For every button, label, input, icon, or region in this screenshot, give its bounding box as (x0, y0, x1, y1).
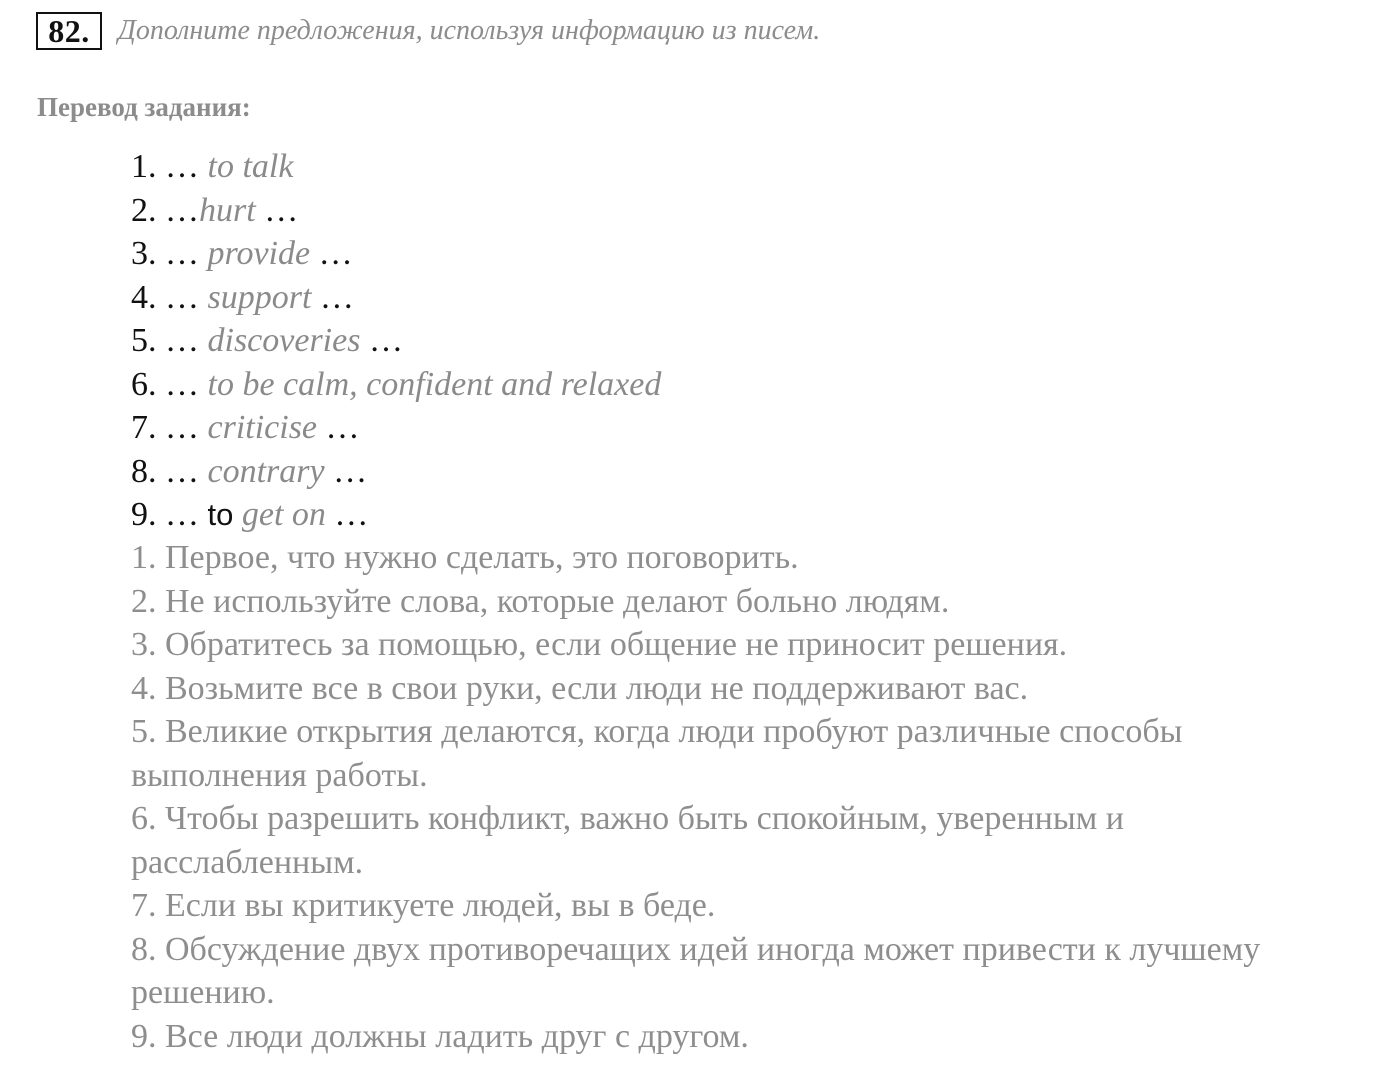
answer-number: 5. … (131, 322, 199, 359)
translation-list (131, 536, 1281, 1058)
answer-item (131, 189, 661, 233)
answer-word: discoveries (207, 322, 361, 359)
answer-suffix: … (311, 278, 354, 316)
answer-prefix: to (207, 497, 234, 532)
answer-suffix: … (325, 496, 369, 533)
translation-heading: Перевод задания: (37, 92, 251, 122)
answer-suffix: … (324, 452, 368, 490)
answer-word: provide (207, 235, 311, 272)
answer-list (131, 145, 661, 537)
answer-number: 6. … (131, 365, 199, 403)
translation-item: 3. Обратитесь за помощью, если общение не приносит решения. (131, 626, 1068, 663)
translation-item: 1. Первое, что нужно сделать, это поговорить. (131, 539, 799, 576)
answer-suffix: … (317, 409, 360, 446)
translation-item: 8. Обсуждение двух противоречащих идей иногда может привести к лучшему решению. (131, 930, 1261, 1011)
answer-word: get on (241, 496, 326, 533)
answer-number: 4. … (131, 278, 199, 316)
answer-item (131, 450, 661, 494)
answer-word: contrary (207, 452, 325, 490)
answer-number: 9. … (131, 496, 199, 533)
answer-item (131, 363, 661, 407)
answer-word: to talk (207, 148, 294, 185)
answer-suffix: … (310, 235, 353, 272)
answer-item (131, 406, 661, 450)
answer-item (131, 319, 661, 363)
answer-suffix: … (360, 322, 403, 359)
answer-word: support (207, 278, 312, 316)
answer-word: to be calm, confident and relaxed (207, 365, 662, 403)
answer-word: criticise (207, 409, 318, 446)
answer-word: hurt (199, 191, 256, 229)
answer-item (131, 276, 661, 320)
answer-number: 8. … (131, 452, 199, 490)
answer-number: 7. … (131, 409, 199, 446)
translation-item: 4. Возьмите все в свои руки, если люди не поддерживают вас. (131, 669, 1029, 707)
answer-item (131, 232, 661, 276)
answer-number: 3. … (131, 235, 199, 272)
translation-item: 5. Великие открытия делаются, когда люди пробуют различные способы выполнения работы. (131, 713, 1183, 794)
exercise-number: 82. (36, 12, 102, 50)
answer-number: 1. … (131, 148, 199, 185)
answer-item (131, 145, 661, 189)
translation-item: 2. Не используйте слова, которые делают больно людям. (131, 582, 950, 620)
answer-item (131, 493, 661, 537)
translation-item: 7. Если вы критикуете людей, вы в беде. (131, 887, 716, 924)
answer-suffix: … (255, 191, 299, 229)
translation-item: 9. Все люди должны ладить друг с другом. (131, 1017, 749, 1055)
exercise-instruction: Дополните предложения, используя информацию из писем. (118, 15, 821, 46)
answer-number: 2. … (131, 191, 199, 229)
exercise-header (36, 8, 820, 54)
translation-item: 6. Чтобы разрешить конфликт, важно быть спокойным, уверенным и расслабленным. (131, 800, 1124, 881)
